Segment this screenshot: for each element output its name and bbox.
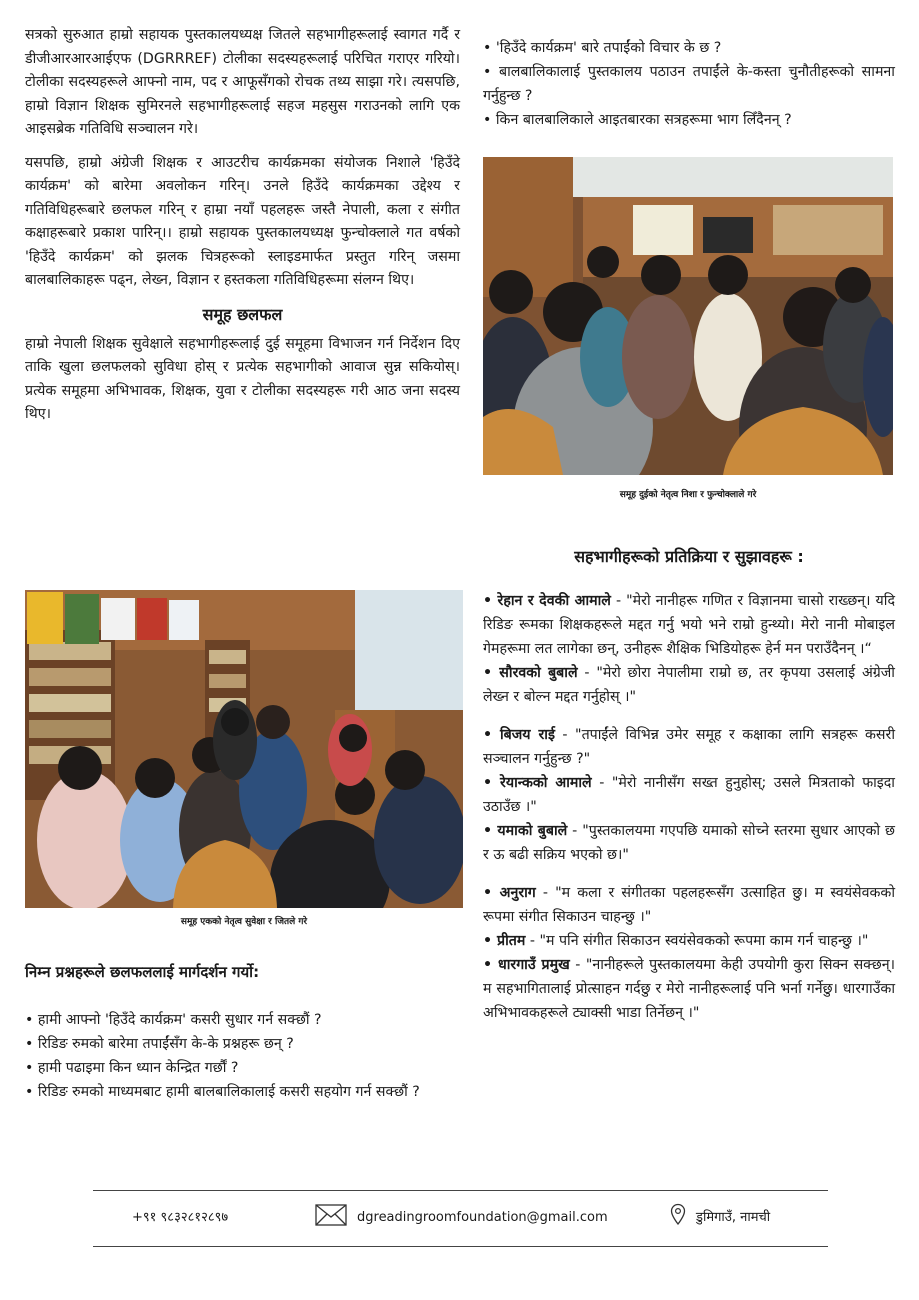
group-paragraph: हाम्रो नेपाली शिक्षक सुवेक्षाले सहभागीहरूलाई दुई समूहमा विभाजन गर्न निर्देशन दिए ताकि खुला छलफलको सुविधा होस् र प्रत्येक सहभागीको आवाज सुन्न सकियोस्। प्रत्येक समूहमा अभिभावक, शिक्षक, युवा र टोलीका सदस्यहरू गरी आठ जना सदस्य थिए। <box>25 335 460 422</box>
list-item: • रिडिङ रुमको बारेमा तपाईंसँग के-के प्रश्नहरू छन् ? <box>25 1036 294 1052</box>
group-discussion-heading: समूह छलफल <box>202 304 283 324</box>
feedback-item <box>483 929 895 953</box>
mail-icon <box>315 1204 347 1230</box>
list-item: • 'हिउँदे कार्यक्रम' बारे तपाईंको विचार के छ ? <box>483 40 722 56</box>
feedback-item <box>483 819 895 867</box>
feedback-name: • सौरवको बुबाले <box>483 665 578 681</box>
footer-top-divider <box>93 1190 828 1191</box>
overview-paragraph: यसपछि, हाम्रो अंग्रेजी शिक्षक र आउटरीच कार्यक्रमका संयोजक निशाले 'हिउँदे कार्यक्रम' को बारेमा अवलोकन गरिन्। उनले हिउँदे कार्यक्रमका उद्देश्य र गतिविधिहरूबारे छलफल गरिन् र हाम्रा नयाँ पहलहरू जस्तै नेपाली, कला र संगीत कक्षाहरूबारे प्रकाश पारिन्।। हाम्रो सहायक पुस्तकालयध्यक्ष फुन्चोक्लाले गत वर्षको 'हिउँदे कार्यक्रम' को झलक चित्रहरूको स्लाइडमार्फत प्रस्तुत गरिन् जसमा बालबालिकाहरू पढ्न, लेख्न, विज्ञान र हस्तकला गतिविधिहरूमा संलग्न थिए। <box>25 154 460 288</box>
feedback-item <box>483 771 895 819</box>
list-item: • किन बालबालिकाले आइतबारका सत्रहरूमा भाग लिँदैनन् ? <box>483 112 792 128</box>
feedback-text: - "मेरो नानीसँग सख्त हुनुहोस्; उसले मित्रताको फाइदा उठाउँछ ।" <box>483 775 895 815</box>
group-one-photo-illustration <box>25 590 463 908</box>
location-pin-icon <box>670 1203 686 1229</box>
feedback-item <box>483 953 895 1025</box>
feedback-block <box>483 545 895 1025</box>
feedback-name: • रेहान र देवकी आमाले <box>483 593 611 609</box>
feedback-item <box>483 881 895 929</box>
feedback-text: - "म पनि संगीत सिकाउन स्वयंसेवकको रूपमा काम गर्न चाहन्छु ।" <box>525 933 869 949</box>
feedback-item <box>483 589 895 661</box>
feedback-item <box>483 723 895 771</box>
feedback-text: - "म कला र संगीतका पहलहरूसँग उत्साहित छु। म स्वयंसेवकको रूपमा संगीत सिकाउन चाहन्छु ।" <box>483 885 895 925</box>
left-questions-block <box>25 962 470 1104</box>
footer-phone <box>132 1207 228 1225</box>
list-item: • रिडिङ रुमको माध्यमबाट हामी बालबालिकालाई कसरी सहयोग गर्न सक्छौं ? <box>25 1084 420 1100</box>
group-one-caption: समूह एकको नेतृत्व सुवेक्षा र जितले गरे <box>180 917 308 927</box>
feedback-text: - "मेरो नानीहरू गणित र विज्ञानमा चासो राख्छन्। यदि रिडिङ रूमका शिक्षकहरूले मद्दत गर्नु भयो भने राम्रो हुन्थ्यो। मेरो नानी मोबाइल गेमहरूमा लत लागेका छन्, उनीहरू शैक्षिक भिडियोहरू हेर्न मन पराउँदैनन् ।“ <box>483 593 895 657</box>
intro-paragraph: सत्रको सुरुआत हाम्रो सहायक पुस्तकालयध्यक्ष जितले सहभागीहरूलाई स्वागत गर्दै र डीजीआरआरआईएफ (DGRRREF) टोलीका सदस्यहरूलाई परिचित गराएर गरियो। टोलीका सदस्यहरूले आफ्नो नाम, पद र आफूसँगको रोचक तथ्य साझा गरे। त्यसपछि, हाम्रो विज्ञान शिक्षक सुमिरनले सहभागीहरूलाई सहज महसुस गराउनको लागि एक आइसब्रेक गतिविधि सञ्चालन गरे। <box>25 27 460 137</box>
group-one-photo <box>25 590 463 908</box>
left-questions-list <box>25 1008 470 1104</box>
list-item: • हामी आफ्नो 'हिउँदे कार्यक्रम' कसरी सुधार गर्न सक्छौं ? <box>25 1012 322 1028</box>
feedback-heading: सहभागीहरूको प्रतिक्रिया र सुझावहरू : <box>574 547 804 566</box>
right-questions-block <box>483 36 895 132</box>
footer-email <box>315 1204 608 1230</box>
feedback-item <box>483 661 895 709</box>
group-two-photo <box>483 157 893 475</box>
feedback-name: • बिजय राई <box>483 727 555 743</box>
feedback-name: • धारगाउँ प्रमुख <box>483 957 570 973</box>
list-item: • हामी पढाइमा किन ध्यान केन्द्रित गर्छौं ? <box>25 1060 239 1076</box>
feedback-name: • अनुराग <box>483 885 536 901</box>
footer-bottom-divider <box>93 1246 828 1247</box>
feedback-name: • रेयान्कको आमाले <box>483 775 592 791</box>
right-questions-list <box>483 36 895 132</box>
group-two-photo-illustration <box>483 157 893 475</box>
feedback-text: - "नानीहरूले पुस्तकालयमा केही उपयोगी कुरा सिक्न सक्छन्। म सहभागितालाई प्रोत्साहन गर्दछु र मेरो नानीहरूलाई पनि भर्ना गर्नेछु। धारगाउँका अभिभावकहरूले ट्याक्सी भाडा तिर्नेछन् ।" <box>483 957 896 1021</box>
location-text: डुमिगाउँ, नामची <box>696 1210 771 1225</box>
list-item: • बालबालिकालाई पुस्तकालय पठाउन तपाईंले के-कस्ता चुनौतीहरूको सामना गर्नुहुन्छ ? <box>483 64 895 104</box>
left-column <box>25 24 460 437</box>
phone-number[interactable]: +९१ ९८३२८१२८९७ <box>132 1210 229 1225</box>
feedback-name: • प्रीतम <box>483 933 526 949</box>
feedback-text: - "मेरो छोरा नेपालीमा राम्रो छ, तर कृपया उसलाई अंग्रेजी लेख्न र बोल्न मद्दत गर्नुहोस् ।" <box>483 665 895 705</box>
questions-heading: निम्न प्रश्नहरूले छलफललाई मार्गदर्शन गर्यो: <box>25 963 260 981</box>
feedback-text: - "पुस्तकालयमा गएपछि यमाको सोच्ने स्तरमा सुधार आएको छ र ऊ बढी सक्रिय भएको छ।" <box>483 823 895 863</box>
feedback-name: • यमाको बुबाले <box>483 823 568 839</box>
email-address[interactable]: dgreadingroomfoundation@gmail.com <box>357 1209 608 1225</box>
feedback-text: - "तपाईंले विभिन्न उमेर समूह र कक्षाका लागि सत्रहरू कसरी सञ्चालन गर्नुहुन्छ ?" <box>483 727 896 767</box>
group-two-caption: समूह दुईको नेतृत्व निशा र फुन्चोक्लाले गरे <box>619 490 757 500</box>
footer-location <box>670 1203 770 1229</box>
